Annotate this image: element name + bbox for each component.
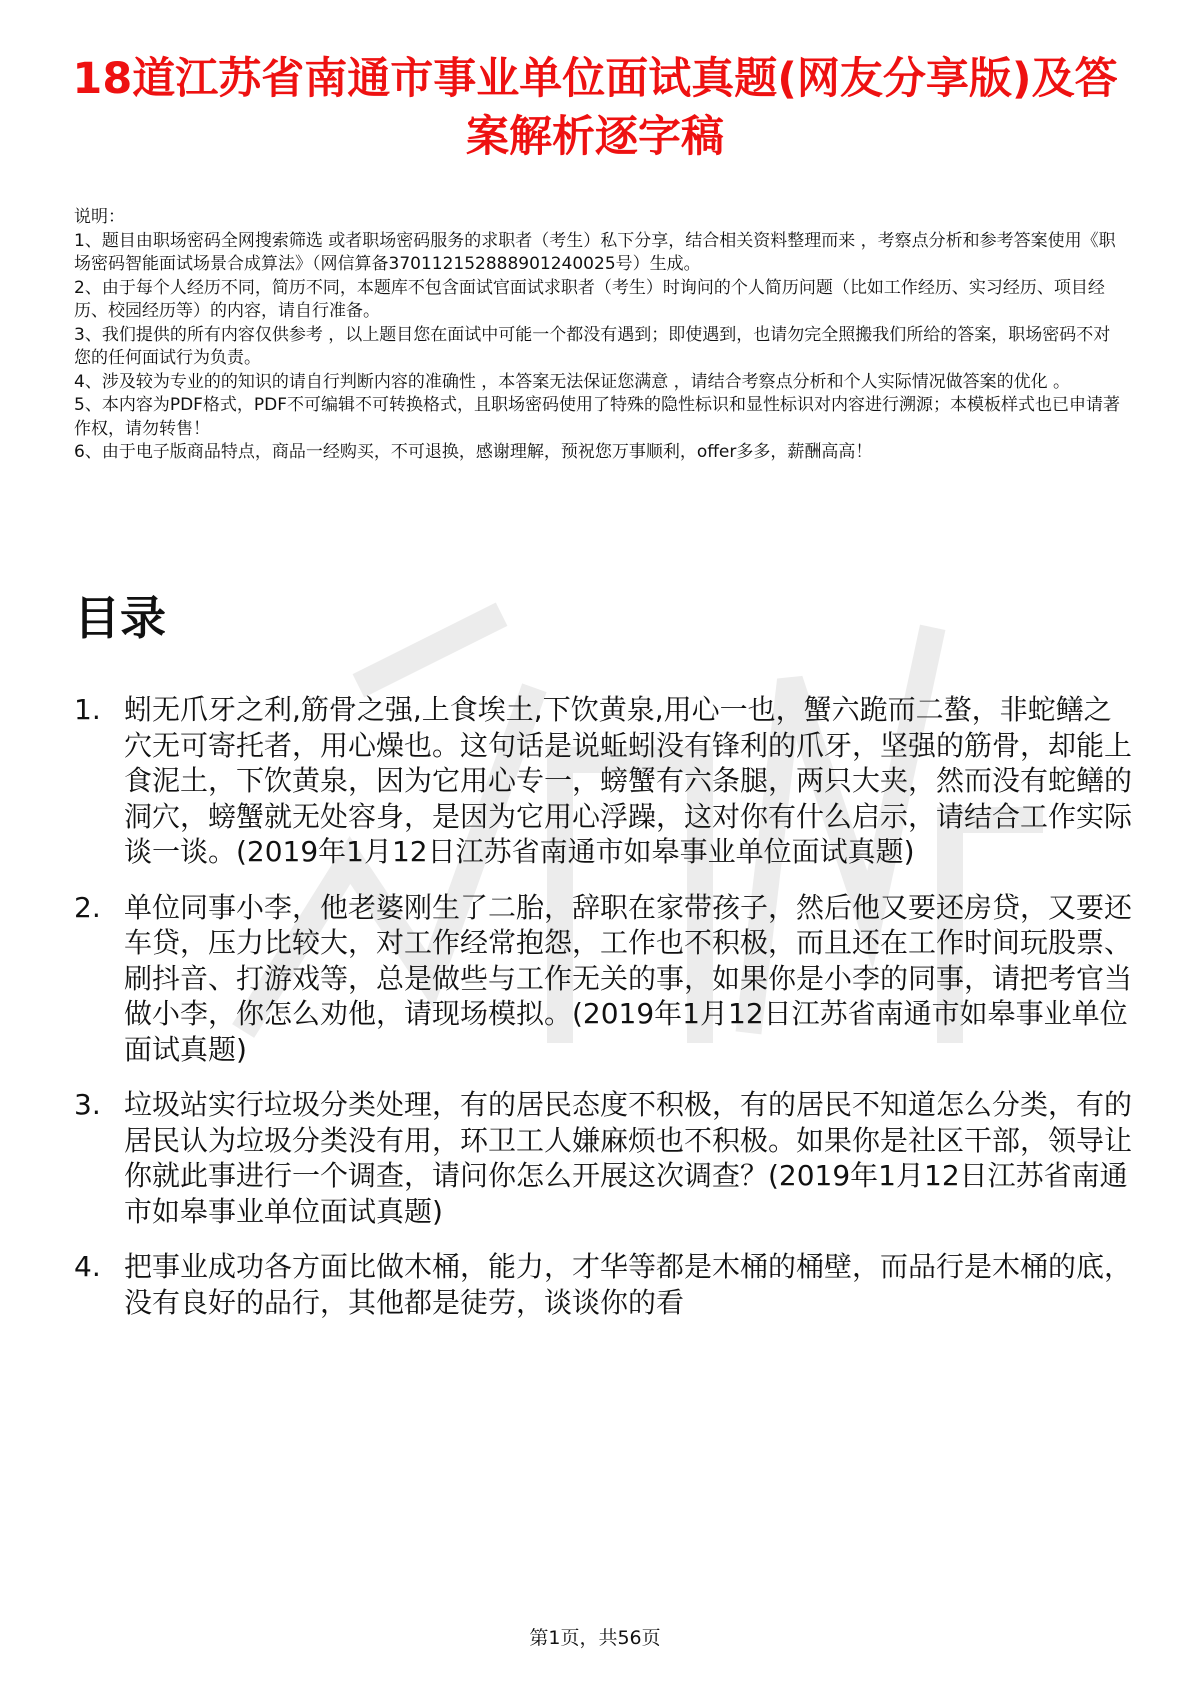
question-item <box>74 1249 1134 1320</box>
toc-heading: 目录 <box>74 591 166 645</box>
question-text: 把事业成功各方面比做木桶，能力，才华等都是木桶的桶壁，而品行是木桶的底，没有良好的品行，其他都是徒劳，谈谈你的看 <box>124 1250 1133 1319</box>
notes-heading: 说明： <box>74 207 125 227</box>
page-number: 第1页，共56页 <box>529 1627 661 1649</box>
question-number: 2. <box>74 890 101 924</box>
question-text: 垃圾站实行垃圾分类处理，有的居民态度不积极，有的居民不知道怎么分类，有的居民认为垃圾分类没有用，环卫工人嫌麻烦也不积极。如果你是社区干部，领导让你就此事进行一个调查，请问你怎么开展这次调查？(2019年1月12日江苏省南通市如皋事业单位面试真题) <box>124 1088 1133 1228</box>
disclaimer-notes <box>74 206 1124 465</box>
note-item: 1、题目由职场密码全网搜索筛选 或者职场密码服务的求职者（考生）私下分享，结合相关资料整理而来 ，考察点分析和参考答案使用《职场密码智能面试场景合成算法》（网信算备370112152888901240025号）生成。 <box>74 230 1116 274</box>
note-item: 3、我们提供的所有内容仅供参考 ，以上题目您在面试中可能一个都没有遇到；即使遇到，也请勿完全照搬我们所给的答案，职场密码不对您的任何面试行为负责。 <box>74 324 1111 368</box>
question-list <box>74 692 1134 1602</box>
question-item <box>74 890 1134 1068</box>
question-number: 4. <box>74 1250 101 1283</box>
note-item: 2、由于每个人经历不同，简历不同，本题库不包含面试官面试求职者（考生）时询问的个人简历问题（比如工作经历、实习经历、项目经历、校园经历等）的内容，请自行准备。 <box>74 277 1105 321</box>
document-title: 18道江苏省南通市事业单位面试真题(网友分享版)及答案解析逐字稿 <box>72 54 1118 162</box>
note-item: 5、本内容为PDF格式，PDF不可编辑不可转换格式，且职场密码使用了特殊的隐性标识和显性标识对内容进行溯源；本模板样式也已申请著作权，请勿转售！ <box>74 395 1121 439</box>
note-item: 4、涉及较为专业的的知识的请自行判断内容的准确性 ，本答案无法保证您满意 ，请结合考察点分析和个人实际情况做答案的优化 。 <box>74 371 1071 392</box>
question-number: 1. <box>74 693 101 726</box>
question-item <box>74 1087 1134 1229</box>
question-item <box>74 692 1134 870</box>
note-item: 6、由于电子版商品特点，商品一经购买，不可退换，感谢理解，预祝您万事顺利，offer多多，薪酬高高！ <box>74 442 873 462</box>
question-text: 单位同事小李，他老婆刚生了二胎，辞职在家带孩子，然后他又要还房贷，又要还车贷，压力比较大，对工作经常抱怨，工作也不积极，而且还在工作时间玩股票、刷抖音、打游戏等，总是做些与工作无关的事，如果你是小李的同事，请把考官当做小李，你怎么劝他，请现场模拟。(2019年1月12日江苏省南通市如皋事业单位面试真题) <box>124 890 1133 1066</box>
question-number: 3. <box>74 1088 101 1121</box>
question-text: 蚓无爪牙之利,筋骨之强,上食埃土,下饮黄泉,用心一也，蟹六跪而二螯，非蛇鳝之穴无可寄托者，用心燥也。这句话是说蚯蚓没有锋利的爪牙，坚强的筋骨，却能上食泥土，下饮黄泉，因为它用心专一，螃蟹有六条腿，两只大夹，然而没有蛇鳝的洞穴，螃蟹就无处容身，是因为它用心浮躁，这对你有什么启示，请结合工作实际谈一谈。(2019年1月12日江苏省南通市如皋事业单位面试真题) <box>124 693 1133 868</box>
